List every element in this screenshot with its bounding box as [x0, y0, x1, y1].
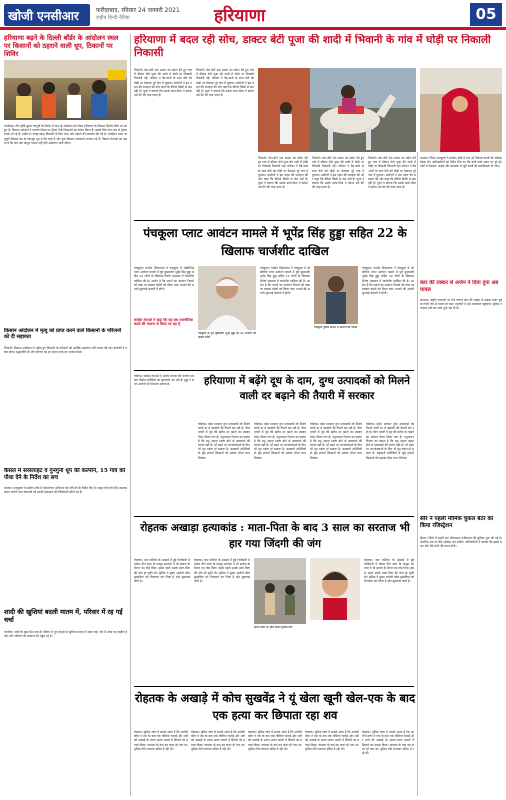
wedding-horse-photo — [258, 68, 416, 152]
wedding-body: नारनौल। शादी के कुछ दिन बाद ही परिवार में हुए हादसे से खुशियां मातम में बदल गईं। गांव में शोक का माहौल है और लोग परिवार को सांत्वना देने पहुंच रहे हैं। — [4, 630, 127, 639]
brand-title: खोजी एनसीआर — [8, 9, 79, 23]
milk-body-col3: चंडीगढ़। प्रदेश सरकार दुग्ध उत्पादकों को मिलने वाली दर में बढ़ोतरी की तैयारी कर रही है। वीटा प्लांटों में दूध की खरीद दर बढ़ाने का प्रस्ताव तैयार किया गया है। पशुपालन विभाग का कहना है कि पशु आहार महंगा होने से उत्पादकों की लागत बढ़ी है। दरें बढ़ने पर उपभोक्ताओं के लिए भी दूध महंगा हो सकता है। सहकारी समितियों से जुड़े हजारों किसानों को इसका सीधा लाभ मिलेगा। — [310, 422, 362, 460]
rohtak1-body-col3: रोहतक। जाट कॉलेज के अखाड़े में हुई गोलीबारी में घायल तीन साल के मासूम सरताज ने भी इलाज के दौरान दम तोड़ दिया। इससे पहले उसके माता-पिता की मौत हो चुकी थी। पुलिस ने मुख्य आरोपी कोच सुखविंदर को गिरफ्तार कर लिया है और पूछताछ जारी है। — [364, 558, 414, 584]
right-column — [420, 156, 502, 796]
brand-logo — [4, 4, 90, 26]
rohtak2-top-rule — [134, 686, 414, 687]
banner-body-col5: भिवानी। बेटा-बेटी एक समान का संदेश देते हुए गांव में डॉक्टर बेटी पूजा की शादी में घोड़ी पर निकासी निकाली गई। परिवार ने बैंड-बाजे के साथ बेटी को घोड़ी पर बैठाकर पूरे गांव में घुमाया। ग्रामीणों ने इस पहल की सराहना की और कहा कि बेटियां किसी से कम नहीं हैं। पूजा ने बताया कि उसके माता-पिता ने हमेशा उसे बेटे की तरह पाला है। — [368, 156, 416, 190]
right-item2-headline: कार की टक्कर से अर्जन ने दिया दुपा अब घायल — [420, 280, 499, 293]
milk-headline: हरियाणा में बढ़ेंगे दूध के दाम, दुग्ध उत्पादकों को मिलने वाली दर बढ़ाने की तैयारी में सरकार — [204, 375, 410, 402]
child-photo — [310, 558, 360, 620]
milk-side-body: चंडीगढ़। कांग्रेस नेताओं ने आरोप लगाया कि भाजपा सरकार केंद्रीय एजेंसियों का दुरुपयोग कर रही है। हुड्डा ने सभी आरोपों को निराधार बताया है। — [134, 374, 194, 387]
milk-body-col2: चंडीगढ़। प्रदेश सरकार दुग्ध उत्पादकों को मिलने वाली दर में बढ़ोतरी की तैयारी कर रही है। वीटा प्लांटों में दूध की खरीद दर बढ़ाने का प्रस्ताव तैयार किया गया है। पशुपालन विभाग का कहना है कि पशु आहार महंगा होने से उत्पादकों की लागत बढ़ी है। दरें बढ़ने पर उपभोक्ताओं के लिए भी दूध महंगा हो सकता है। सहकारी समितियों से जुड़े हजारों किसानों को इसका सीधा लाभ मिलेगा। — [254, 422, 306, 460]
farmers-protest-photo — [4, 60, 127, 120]
wedding-headline: शादी की खुशियां बदली मातम में, परिवार में रह गई चर्चा — [4, 608, 123, 624]
accused-image — [314, 266, 358, 324]
rohtak1-headline: रोहतक अखाड़ा हत्याकांड : माता-पिता के बाद 3 साल का सरताज भी हार गया जिंदगी की जंग — [140, 522, 410, 550]
sub-headline-a: किसान आंदोलन में मृत्यु को प्राप्त करने वाले किसानों के परिजनों को दी सहायता — [4, 328, 122, 340]
sub-body-a: भिवानी। किसान आंदोलन में शहीद हुए किसानों के परिजनों को आर्थिक सहायता राशि प्रदान की गई। ग्रामीणों ने एकत्र होकर श्रद्धांजलि दी और परिवार को हर संभव मदद का भरोसा दिया। — [4, 346, 127, 355]
rohtak2-body-col2: रोहतक। पुलिस जांच में सामने आया है कि आरोपी कोच ने एक के बाद एक गोलियां चलाईं और शवों को अखाड़े के अलग-अलग कमरों में छिपाने का प्रयास किया। वारदात के बाद वह फरार हो गया था। पुलिस टीमें लगातार दबिश दे रही थीं। — [191, 730, 245, 751]
hooda-photo-caption: पंचकूला के पूर्व मुख्यमंत्री भूपेंद्र हुड्डा की 21 जनवरी की फाइल फोटो — [198, 332, 256, 339]
hooda-portrait-image — [198, 266, 256, 330]
police-station-photo — [314, 266, 358, 324]
right-item3-body: हिसार। जिले में पहली बार ऑनलाइन पंजीकरण की सुविधा शुरू की गई है। नागरिक अब घर बैठे आवेदन कर सकेंगे। अधिकारियों ने बताया कि इससे समय और पैसे दोनों की बचत होगी। — [420, 536, 502, 549]
left-body-text: चण्डीगढ़। तीन कृषि सुधार कानूनों के विरोध में चल रहे आंदोलन को लेकर हरियाणा के किसान दिल्ली बॉर्डर पर डटे हुए हैं। किसान संगठनों ने गणतंत्र दिवस पर ट्रैक्टर रैली निकालने का ऐलान किया है। इसके लिए गांव-गांव से ट्रैक्टर रवाना हो रहे हैं। हाईवे पर जगह-जगह किसानों के लिए लंगर और ठहरने की व्यवस्था की गई है। आंदोलन स्थल पर बुजुर्ग किसान ठंड के बावजूद धूप में बैठे रहते हैं और युवा किसान व्यवस्थाएं संभाल रहे हैं। किसान नेताओं का कहना है कि जब तक कानून वापस नहीं होते आंदोलन जारी रहेगा। — [4, 124, 127, 145]
horse-procession-image — [258, 68, 416, 152]
rohtak1-top-rule — [134, 516, 414, 517]
left-column — [4, 34, 127, 796]
masthead-sub: राष्ट्रीय हिन्दी दैनिक — [96, 15, 130, 21]
hooda-photo — [198, 266, 256, 330]
crime-scene-photo — [254, 558, 306, 624]
sub-headline-b: कैसल में सरसराहट व गुनगुनी धूप की कल्पनि, 15 गांव को पौधा देने के निर्देश का सच — [4, 468, 126, 481]
column-divider — [130, 34, 131, 796]
bride-portrait-photo — [420, 68, 502, 152]
rohtak2-body-col4: रोहतक। पुलिस जांच में सामने आया है कि आरोपी कोच ने एक के बाद एक गोलियां चलाईं और शवों को अखाड़े के अलग-अलग कमरों में छिपाने का प्रयास किया। वारदात के बाद वह फरार हो गया था। पुलिस टीमें लगातार दबिश दे रही थीं। — [305, 730, 359, 751]
protest-scene-image — [4, 60, 127, 120]
section-title: हरियाणा — [214, 6, 266, 26]
crime-photo-caption: घटना स्थल पर जांच करती पुलिस टीम — [254, 626, 293, 629]
masthead — [0, 0, 506, 30]
hooda-headline: पंचकूला प्लाट आवंटन मामले में भूपेंद्र सिंह हुड्डा सहित 22 के खिलाफ चार्जशीट दाखिल — [143, 226, 407, 258]
hooda-side-headline: कांग्रेस नेताओं ने कहा कि यह सब राजनीतिक बदले की भावना से किया जा रहा है — [134, 318, 194, 327]
banner-body-col4: भिवानी। बेटा-बेटी एक समान का संदेश देते हुए गांव में डॉक्टर बेटी पूजा की शादी में घोड़ी पर निकासी निकाली गई। परिवार ने बैंड-बाजे के साथ बेटी को घोड़ी पर बैठाकर पूरे गांव में घुमाया। ग्रामीणों ने इस पहल की सराहना की और कहा कि बेटियां किसी से कम नहीं हैं। पूजा ने बताया कि उसके माता-पिता ने हमेशा उसे बेटे की तरह पाला है। — [312, 156, 364, 190]
right-item2-body: करनाल। राष्ट्रीय राजमार्ग पर तेज रफ्तार कार की टक्कर से बाइक सवार युवक गंभीर रूप से घायल हो गया। राहगीरों ने उसे अस्पताल पहुंचाया। पुलिस ने मामला दर्ज कर जांच शुरू कर दी है। — [420, 298, 502, 311]
milk-body-col4: चंडीगढ़। प्रदेश सरकार दुग्ध उत्पादकों को मिलने वाली दर में बढ़ोतरी की तैयारी कर रही है। वीटा प्लांटों में दूध की खरीद दर बढ़ाने का प्रस्ताव तैयार किया गया है। पशुपालन विभाग का कहना है कि पशु आहार महंगा होने से उत्पादकों की लागत बढ़ी है। दरें बढ़ने पर उपभोक्ताओं के लिए भी दूध महंगा हो सकता है। सहकारी समितियों से जुड़े हजारों किसानों को इसका सीधा लाभ मिलेगा। — [366, 422, 414, 460]
right-item3-headline: सीरे ने पहली मौमिक चुकल बेटर का किया रजिस्ट्रेशन — [420, 516, 494, 529]
hooda-body-col3: पंचकूला। प्रवर्तन निदेशालय ने पंचकूला में औद्योगिक प्लाट आवंटन मामले में पूर्व मुख्यमंत्री भूपेंद्र सिंह हुड्डा सहित 22 लोगों के खिलाफ विशेष अदालत में चार्जशीट दाखिल की है। आरोप है कि प्लाटों का आवंटन नियमों को ताक पर रखकर चहेतों को किया गया। मामले की अगली सुनवाई फरवरी में होगी। — [362, 266, 414, 296]
hooda-top-rule — [134, 220, 414, 221]
rohtak2-body-col3: रोहतक। पुलिस जांच में सामने आया है कि आरोपी कोच ने एक के बाद एक गोलियां चलाईं और शवों को अखाड़े के अलग-अलग कमरों में छिपाने का प्रयास किया। वारदात के बाद वह फरार हो गया था। पुलिस टीमें लगातार दबिश दे रही थीं। — [248, 730, 302, 751]
bride-image — [420, 68, 502, 152]
dateline: फरीदाबाद, रविवार 24 जनवरी 2021 — [96, 7, 180, 14]
banner-headline: हरियाणा में बदल रही सोच, डाक्टर बेटी पूजा की शादी में भिवानी के गांव में घोड़ी पर निकाली निकासी — [134, 34, 491, 59]
right-column-divider — [417, 152, 418, 796]
banner-body-col1: भिवानी। बेटा-बेटी एक समान का संदेश देते हुए गांव में डॉक्टर बेटी पूजा की शादी में घोड़ी पर निकासी निकाली गई। परिवार ने बैंड-बाजे के साथ बेटी को घोड़ी पर बैठाकर पूरे गांव में घुमाया। ग्रामीणों ने इस पहल की सराहना की और कहा कि बेटियां किसी से कम नहीं हैं। पूजा ने बताया कि उसके माता-पिता ने हमेशा उसे बेटे की तरह पाला है। — [134, 68, 192, 98]
rohtak2-headline: रोहतक के अखाड़े में कोच सुखवेंद्र ने यूं खेला खूनी खेल-एक के बाद एक हत्या कर छिपाता रहा शव — [134, 691, 415, 722]
milk-body-col1: चंडीगढ़। प्रदेश सरकार दुग्ध उत्पादकों को मिलने वाली दर में बढ़ोतरी की तैयारी कर रही है। वीटा प्लांटों में दूध की खरीद दर बढ़ाने का प्रस्ताव तैयार किया गया है। पशुपालन विभाग का कहना है कि पशु आहार महंगा होने से उत्पादकों की लागत बढ़ी है। दरें बढ़ने पर उपभोक्ताओं के लिए भी दूध महंगा हो सकता है। सहकारी समितियों से जुड़े हजारों किसानों को इसका सीधा लाभ मिलेगा। — [198, 422, 250, 460]
rohtak2-body-col5: रोहतक। पुलिस जांच में सामने आया है कि आरोपी कोच ने एक के बाद एक गोलियां चलाईं और शवों को अखाड़े के अलग-अलग कमरों में छिपाने का प्रयास किया। वारदात के बाद वह फरार हो गया था। पुलिस टीमें लगातार दबिश दे रही थीं। — [362, 730, 414, 756]
page-number: 05 — [470, 3, 502, 26]
crime-scene-image — [254, 558, 306, 624]
milk-top-rule — [134, 370, 414, 371]
rohtak1-body-col2: रोहतक। जाट कॉलेज के अखाड़े में हुई गोलीबारी में घायल तीन साल के मासूम सरताज ने भी इलाज के दौरान दम तोड़ दिया। इससे पहले उसके माता-पिता की मौत हो चुकी थी। पुलिस ने मुख्य आरोपी कोच सुखविंदर को गिरफ्तार कर लिया है और पूछताछ जारी है। — [194, 558, 250, 584]
hooda-body-col2: पंचकूला। प्रवर्तन निदेशालय ने पंचकूला में औद्योगिक प्लाट आवंटन मामले में पूर्व मुख्यमंत्री भूपेंद्र सिंह हुड्डा सहित 22 लोगों के खिलाफ विशेष अदालत में चार्जशीट दाखिल की है। आरोप है कि प्लाटों का आवंटन नियमों को ताक पर रखकर चहेतों को किया गया। मामले की अगली सुनवाई फरवरी में होगी। — [260, 266, 310, 296]
banner-body-col2: भिवानी। बेटा-बेटी एक समान का संदेश देते हुए गांव में डॉक्टर बेटी पूजा की शादी में घोड़ी पर निकासी निकाली गई। परिवार ने बैंड-बाजे के साथ बेटी को घोड़ी पर बैठाकर पूरे गांव में घुमाया। ग्रामीणों ने इस पहल की सराहना की और कहा कि बेटियां किसी से कम नहीं हैं। पूजा ने बताया कि उसके माता-पिता ने हमेशा उसे बेटे की तरह पाला है। — [196, 68, 254, 98]
hooda-body-col1: पंचकूला। प्रवर्तन निदेशालय ने पंचकूला में औद्योगिक प्लाट आवंटन मामले में पूर्व मुख्यमंत्री भूपेंद्र सिंह हुड्डा सहित 22 लोगों के खिलाफ विशेष अदालत में चार्जशीट दाखिल की है। आरोप है कि प्लाटों का आवंटन नियमों को ताक पर रखकर चहेतों को किया गया। मामले की अगली सुनवाई फरवरी में होगी। — [134, 266, 194, 292]
rohtak2-body-col1: रोहतक। पुलिस जांच में सामने आया है कि आरोपी कोच ने एक के बाद एक गोलियां चलाईं और शवों को अखाड़े के अलग-अलग कमरों में छिपाने का प्रयास किया। वारदात के बाद वह फरार हो गया था। पुलिस टीमें लगातार दबिश दे रही थीं। — [134, 730, 188, 751]
sub-body-b: पलवल। उपायुक्त ने ग्रामीण क्षेत्रों में पौधारोपण अभियान को गति देने के निर्देश दिए हैं। पंद्रह गांवों को पौधे उपलब्ध कराए जाएंगे तथा पंचायतों को इनकी देखभाल की जिम्मेदारी सौंपी गई है। — [4, 486, 127, 495]
left-headline: हरियाणा बढ़ने के दिल्ली बॉर्डर के आंदोलन स्थल पर किसानों को ठहराने वाली धूप, ठिकानों पर शिविर — [4, 34, 119, 58]
child-sartaj-image — [310, 558, 360, 620]
right-item1-body: पलवल। जिला उपायुक्त ने ग्रामीण क्षेत्रों में चल रहे विकास कार्यों की समीक्षा बैठक ली। अधिकारियों को निर्देश दिए गए कि सभी कार्य समय पर पूरे हों। गांवों में पेयजल, सड़क और स्वच्छता से जुड़े कार्यों को प्राथमिकता दी जाए। — [420, 156, 502, 169]
police-photo-caption: पंचकूला पुलिस स्टेशन में आरोपी को पकड़ा — [314, 326, 358, 329]
banner-body-col3: भिवानी। बेटा-बेटी एक समान का संदेश देते हुए गांव में डॉक्टर बेटी पूजा की शादी में घोड़ी पर निकासी निकाली गई। परिवार ने बैंड-बाजे के साथ बेटी को घोड़ी पर बैठाकर पूरे गांव में घुमाया। ग्रामीणों ने इस पहल की सराहना की और कहा कि बेटियां किसी से कम नहीं हैं। पूजा ने बताया कि उसके माता-पिता ने हमेशा उसे बेटे की तरह पाला है। — [258, 156, 308, 190]
rohtak1-body-col1: रोहतक। जाट कॉलेज के अखाड़े में हुई गोलीबारी में घायल तीन साल के मासूम सरताज ने भी इलाज के दौरान दम तोड़ दिया। इससे पहले उसके माता-पिता की मौत हो चुकी थी। पुलिस ने मुख्य आरोपी कोच सुखविंदर को गिरफ्तार कर लिया है और पूछताछ जारी है। — [134, 558, 190, 584]
